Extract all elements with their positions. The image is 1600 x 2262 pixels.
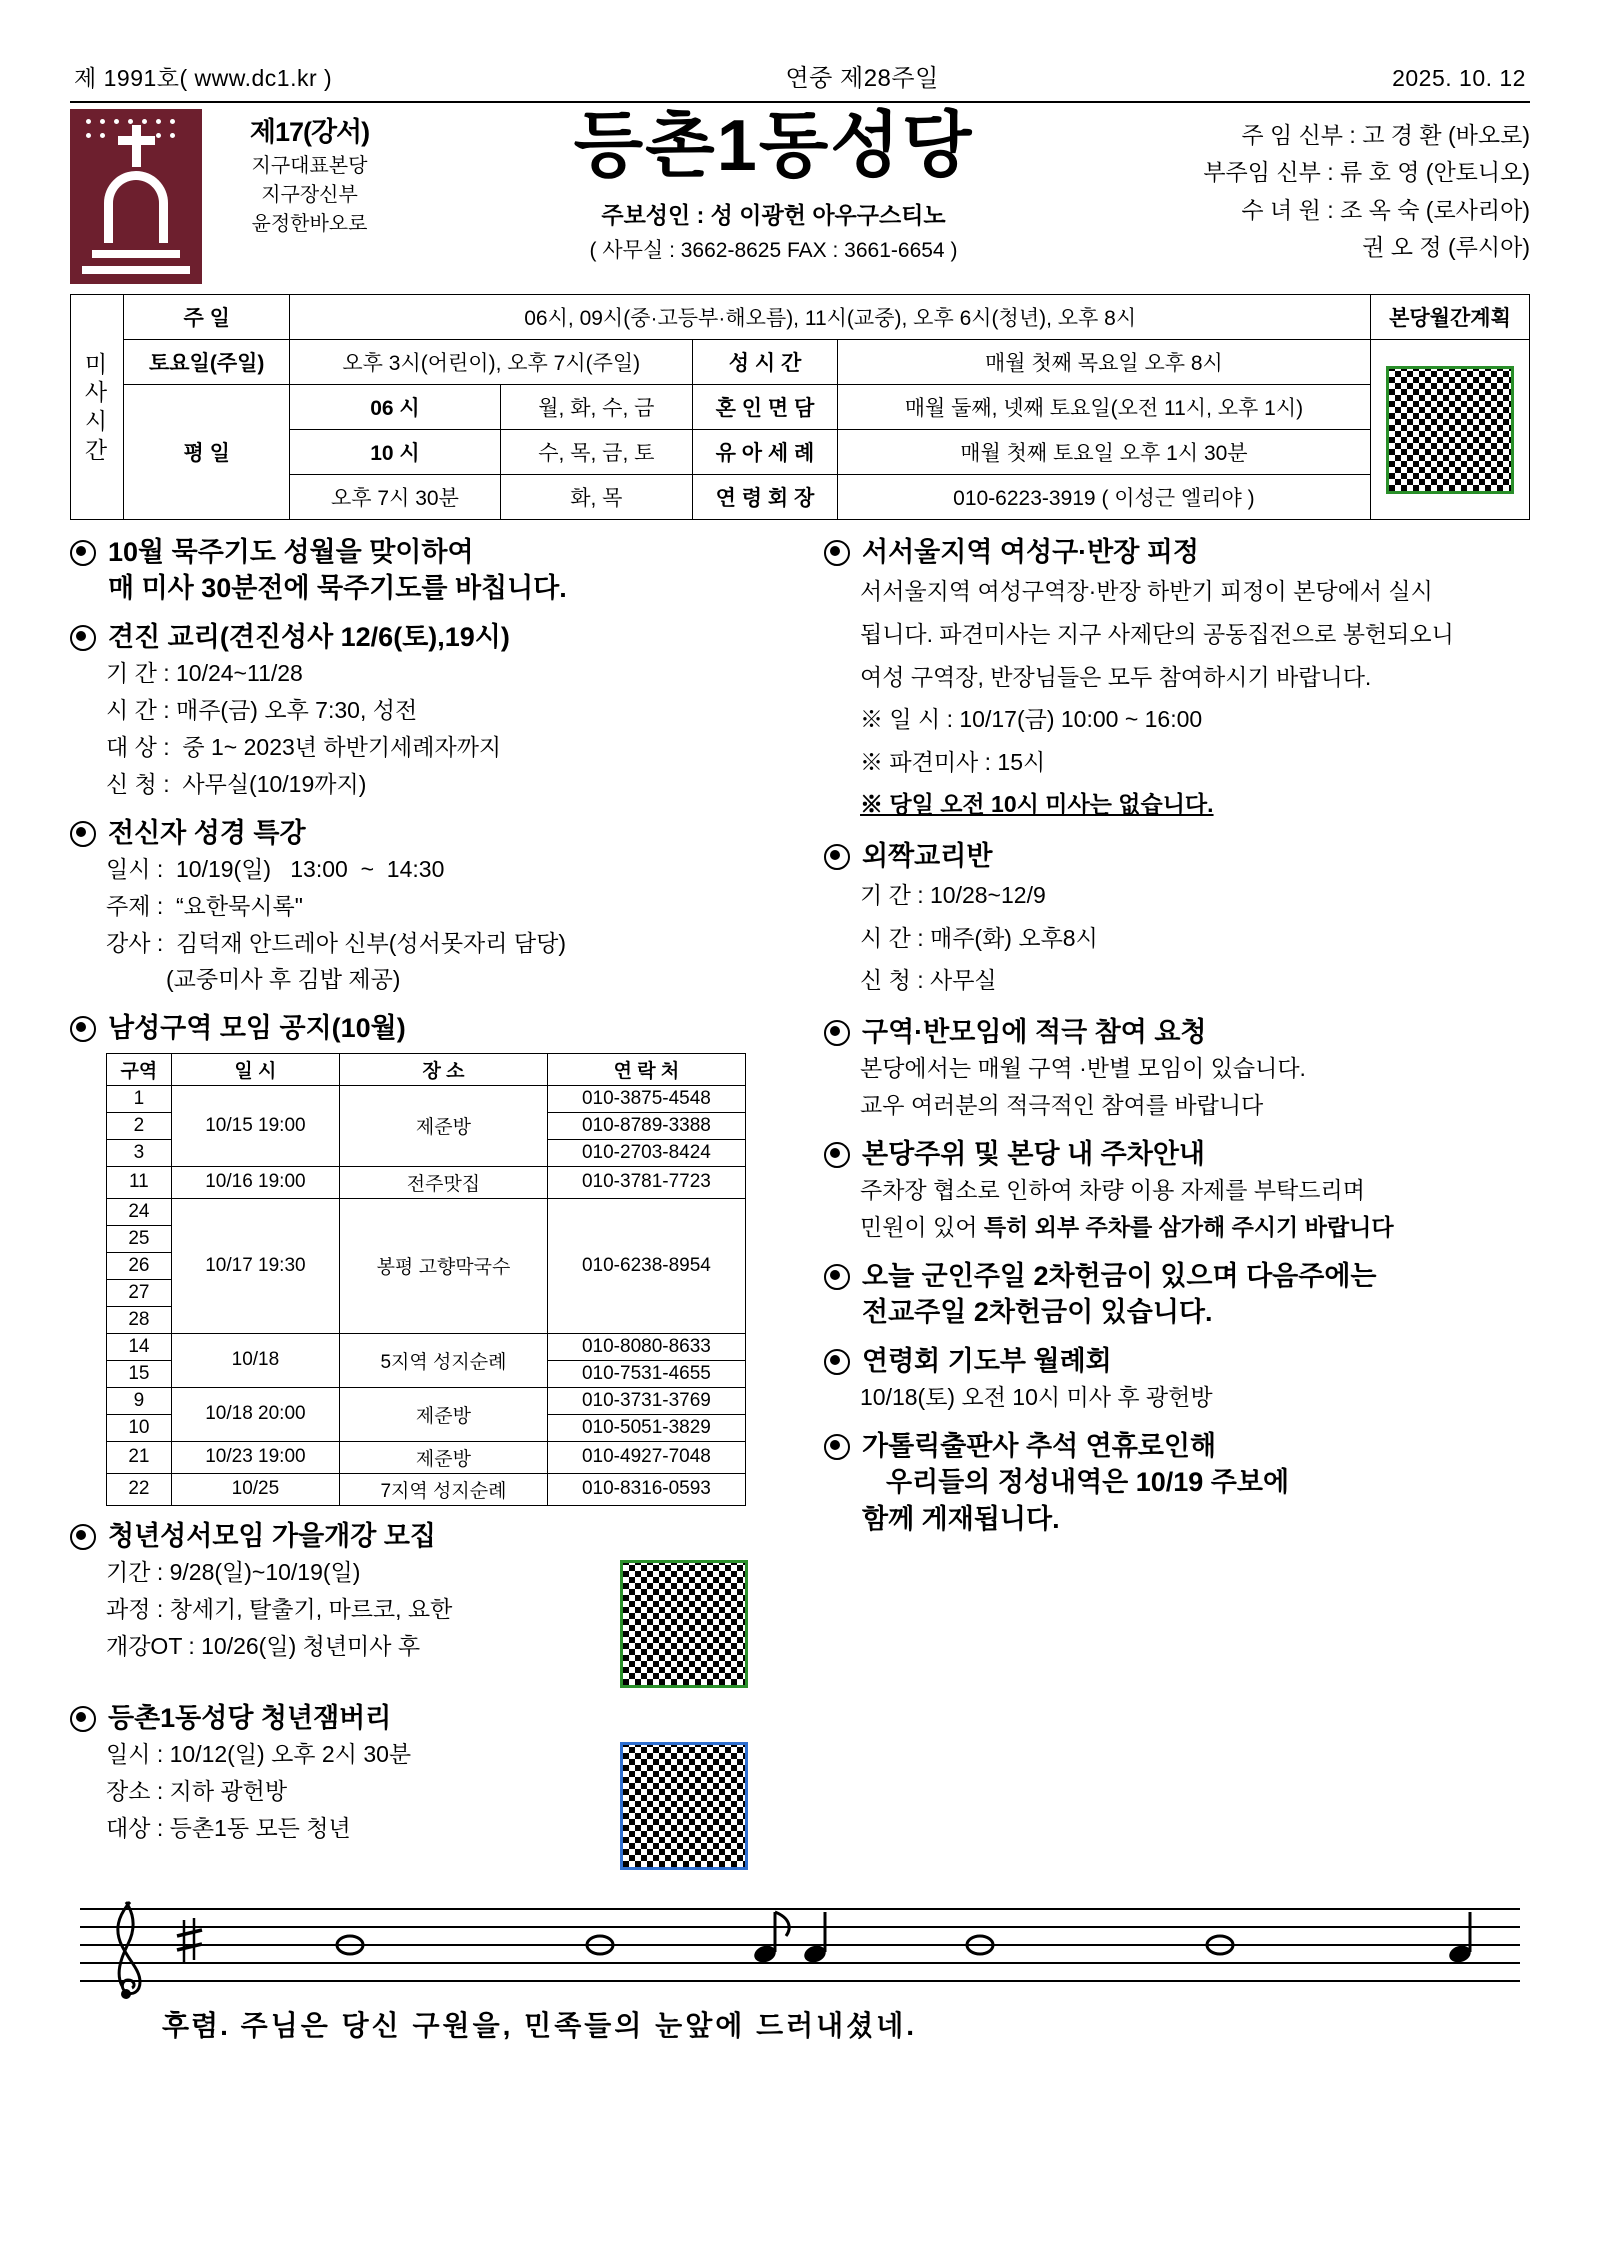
notice-note-emphasis: ※ 당일 오전 10시 미사는 없습니다.: [860, 791, 1214, 818]
notice-line: 기 간 : 10/28~12/9: [860, 882, 1046, 909]
weekday-label: 평 일: [124, 385, 290, 520]
table-row: [107, 1473, 746, 1505]
zone-number: 3: [107, 1139, 172, 1166]
notice-line: 일시 : 10/19(일) 13:00 ~ 14:30: [106, 855, 445, 882]
responsorial-music: [70, 1908, 1530, 2098]
church-title-block: [407, 106, 1140, 264]
zone-tel: 010-5051-3829: [547, 1414, 745, 1441]
notice-line: 강사 : 김덕재 안드레아 신부(성서못자리 담당): [106, 929, 566, 956]
sunday-times: 06시, 09시(중·고등부·해오름), 11시(교중), 오후 6시(청년), 오후 8시: [290, 295, 1371, 340]
notice-note: ※ 일 시 : 10/17(금) 10:00 ~ 16:00: [860, 706, 1203, 733]
zone-where: 5지역 성지순례: [340, 1333, 548, 1387]
zone-number: 10: [107, 1414, 172, 1441]
notice-line: 본당에서는 매월 구역 ·반별 모임이 있습니다.: [860, 1055, 1306, 1082]
notice-title: 10월 묵주기도 성월을 맞이하여: [108, 537, 474, 567]
zone-tel: 010-8789-3388: [547, 1112, 745, 1139]
zone-number: 9: [107, 1387, 172, 1414]
bullet-icon: [70, 1706, 96, 1732]
notice-line: 일시 : 10/12(일) 오후 2시 30분: [106, 1741, 412, 1768]
district-head-name: 윤정한바오로: [251, 213, 368, 236]
table-row: [71, 475, 1530, 520]
refrain-text: 주님은 당신 구원을, 민족들의 눈앞에 드러내셨네.: [240, 2010, 918, 2042]
zone-where: 7지역 성지순례: [340, 1473, 548, 1505]
notice-title-2: 매 미사 30분전에 묵주기도를 바칩니다.: [108, 573, 567, 604]
funeral-assoc-value: 010-6223-3919 ( 이성근 엘리야 ): [837, 475, 1370, 520]
notice-title: 남성구역 모임 공지(10월): [108, 1013, 406, 1044]
zone-meeting-table: [106, 1053, 746, 1506]
notice-line: 여성 구역장, 반장님들은 모두 참여하시기 바랍니다.: [860, 663, 1372, 690]
issue-number: 제 1991호( www.dc1.kr ): [74, 65, 333, 91]
notice-line: 과정 : 창세기, 탈출기, 마르코, 요한: [106, 1595, 453, 1622]
notice-line-mixed: [860, 1209, 1530, 1246]
notice-title: 청년성서모임 가을개강 모집: [108, 1520, 436, 1551]
holy-hour-value: 매월 첫째 목요일 오후 8시: [837, 340, 1370, 385]
zone-number: 27: [107, 1279, 172, 1306]
district-rep: 지구대표본당: [251, 155, 368, 178]
bullet-icon: [70, 625, 96, 651]
zone-where: 봉평 고향막국수: [340, 1198, 548, 1333]
bullet-icon: [70, 1016, 96, 1042]
notice-title: 가톨릭출판사 추석 연휴로인해: [862, 1430, 1217, 1461]
district-info: [212, 109, 407, 239]
zone-number: 15: [107, 1360, 172, 1387]
notice-rosary: [70, 534, 778, 607]
bullet-icon: [824, 1020, 850, 1046]
notice-title: 오늘 군인주일 2차헌금이 있으며 다음주에는: [862, 1260, 1377, 1291]
table-row: [107, 1085, 746, 1112]
zone-tel: 010-7531-4655: [547, 1360, 745, 1387]
bullet-icon: [70, 540, 96, 566]
zone-when: 10/23 19:00: [171, 1441, 339, 1473]
table-header-row: [107, 1053, 746, 1085]
weekday-time-2: 10 시: [290, 430, 500, 475]
infant-baptism-label: 유 아 세 례: [693, 430, 838, 475]
zone-where: 제준방: [340, 1441, 548, 1473]
notice-second-collection: [824, 1258, 1530, 1331]
sharp-icon: [175, 1916, 205, 1976]
col-where: 장 소: [340, 1053, 548, 1085]
notice-line: 주차장 협소로 인하여 차량 이용 자제를 부탁드리며: [860, 1177, 1365, 1204]
bullet-icon: [824, 844, 850, 870]
office-contact: ( 사무실 : 3662-8625 FAX : 3661-6654 ): [589, 238, 958, 262]
notice-line: 신 청 : 사무실(10/19까지): [106, 770, 367, 797]
clergy-sister-2: 권 오 정 (루시아): [1362, 233, 1530, 260]
sunday-label: 주 일: [124, 295, 290, 340]
notice-prayer-group-meeting: [824, 1343, 1530, 1416]
youth-bible-qr-code[interactable]: [620, 1560, 748, 1688]
zone-when: 10/25: [171, 1473, 339, 1505]
marriage-counsel-value: 매월 둘째, 넷째 토요일(오전 11시, 오후 1시): [837, 385, 1370, 430]
church-crest-icon: [70, 109, 202, 284]
weekday-days-2: 수, 목, 금, 토: [500, 430, 693, 475]
music-notes: [220, 1904, 1600, 2000]
notice-line: 시 간 : 매주(화) 오후8시: [860, 924, 1098, 951]
bullet-icon: [824, 1264, 850, 1290]
notice-title: 연령회 기도부 월례회: [862, 1345, 1112, 1376]
liturgical-season: 연중 제28주일: [785, 65, 939, 92]
district-number: 제17(강서): [249, 117, 370, 147]
notice-line: 시 간 : 매주(금) 오후 7:30, 성전: [106, 697, 418, 724]
issue-date: 2025. 10. 12: [1392, 65, 1526, 91]
bullet-icon: [824, 1434, 850, 1460]
zone-number: 2: [107, 1112, 172, 1139]
notice-columns: [70, 534, 1530, 1882]
zone-tel: 010-8080-8633: [547, 1333, 745, 1360]
notice-single-catechism: [824, 838, 1530, 1002]
notice-west-seoul-retreat: [824, 534, 1530, 826]
notice-line: 교우 여러분의 적극적인 참여를 바랍니다: [860, 1092, 1264, 1119]
notice-line-plain: 민원이 있어: [860, 1214, 984, 1241]
notice-title: 견진 교리(견진성사 12/6(토),19시): [108, 621, 510, 652]
table-row: [107, 1333, 746, 1360]
zone-tel: 010-3875-4548: [547, 1085, 745, 1112]
funeral-assoc-label: 연 령 회 장: [693, 475, 838, 520]
zone-number: 1: [107, 1085, 172, 1112]
refrain-label: 후렴.: [162, 2010, 230, 2042]
table-row: [107, 1387, 746, 1414]
infant-baptism-value: 매월 첫째 토요일 오후 1시 30분: [837, 430, 1370, 475]
mass-schedule-table: [70, 294, 1530, 520]
notice-note: ※ 파견미사 : 15시: [860, 748, 1046, 775]
jamboree-qr-code[interactable]: [620, 1742, 748, 1870]
saturday-label: 토요일(주일): [124, 340, 290, 385]
table-row: [71, 340, 1530, 385]
notice-line: 장소 : 지하 광헌방: [106, 1778, 288, 1805]
notice-line: 10/18(토) 오전 10시 미사 후 광헌방: [860, 1384, 1213, 1411]
notice-parking: [824, 1136, 1530, 1246]
left-column: [70, 534, 800, 1882]
monthly-plan-qr-code[interactable]: [1371, 340, 1530, 520]
col-when: 일 시: [171, 1053, 339, 1085]
notice-line: 주제 : “요한묵시록": [106, 892, 303, 919]
holy-hour-label: 성 시 간: [693, 340, 838, 385]
zone-tel: 010-3781-7723: [547, 1166, 745, 1198]
zone-when: 10/16 19:00: [171, 1166, 339, 1198]
bullet-icon: [824, 1142, 850, 1168]
zone-number: 26: [107, 1252, 172, 1279]
notice-title: 외짝교리반: [862, 840, 993, 871]
notice-line: (교중미사 후 김밥 제공): [166, 966, 401, 993]
notice-youth-jamboree: [70, 1700, 778, 1870]
zone-when: 10/18: [171, 1333, 339, 1387]
col-zone: 구역: [107, 1053, 172, 1085]
zone-number: 11: [107, 1166, 172, 1198]
right-column: [800, 534, 1530, 1882]
weekday-time-3: 오후 7시 30분: [290, 475, 500, 520]
bullet-icon: [824, 1349, 850, 1375]
notice-mens-zone-meeting: [70, 1010, 778, 1505]
notice-line: 기 간 : 10/24~11/28: [106, 660, 303, 687]
notice-publisher-holiday: [824, 1428, 1530, 1537]
weekday-time-1: 06 시: [290, 385, 500, 430]
zone-number: 22: [107, 1473, 172, 1505]
table-row: [71, 430, 1530, 475]
clergy-pastor: 주 임 신부 : 고 경 환 (바오로): [1241, 122, 1530, 148]
notice-line: 대 상 : 중 1~ 2023년 하반기세례자까지: [106, 733, 502, 760]
responsorial-lyrics: [70, 2004, 1530, 2044]
zone-number: 25: [107, 1225, 172, 1252]
notice-bible-lecture: [70, 815, 778, 999]
clergy-associate: 부주임 신부 : 류 호 영 (안토니오): [1203, 159, 1530, 186]
bullet-icon: [70, 1524, 96, 1550]
notice-line: 개강OT : 10/26(일) 청년미사 후: [106, 1632, 421, 1659]
zone-where: 제준방: [340, 1085, 548, 1166]
zone-number: 24: [107, 1198, 172, 1225]
notice-title: 전신자 성경 특강: [108, 817, 306, 848]
masthead: [70, 101, 1530, 284]
saturday-times: 오후 3시(어린이), 오후 7시(주일): [290, 340, 693, 385]
weekday-days-1: 월, 화, 수, 금: [500, 385, 693, 430]
notice-title-2: 전교주일 2차헌금이 있습니다.: [862, 1297, 1213, 1328]
notice-title: 구역·반모임에 적극 참여 요청: [862, 1016, 1207, 1047]
zone-where: 전주맛집: [340, 1166, 548, 1198]
notice-title: 본당주위 및 본당 내 주차안내: [862, 1138, 1205, 1169]
zone-tel: 010-4927-7048: [547, 1441, 745, 1473]
zone-tel: 010-6238-8954: [547, 1198, 745, 1333]
notice-title-3: 함께 게재됩니다.: [862, 1503, 1060, 1534]
marriage-counsel-label: 혼 인 면 담: [693, 385, 838, 430]
table-row: [107, 1198, 746, 1225]
clergy-list: [1140, 109, 1530, 266]
notice-line: 기간 : 9/28(일)~10/19(일): [106, 1559, 361, 1585]
zone-when: 10/15 19:00: [171, 1085, 339, 1166]
zone-tel: 010-8316-0593: [547, 1473, 745, 1505]
notice-line-bold: 특히 외부 주차를 삼가해 주시기 바랍니다: [983, 1214, 1394, 1241]
zone-tel: 010-3731-3769: [547, 1387, 745, 1414]
notice-youth-bible-group: [70, 1518, 778, 1688]
music-staff: [80, 1908, 1520, 1994]
patron-saint: 주보성인 : 성 이광헌 아우구스티노: [601, 201, 946, 228]
table-row: [107, 1441, 746, 1473]
table-row: [71, 385, 1530, 430]
notice-confirmation: [70, 619, 778, 803]
notice-line: 신 청 : 사무실: [860, 967, 997, 994]
header-line: [70, 58, 1530, 101]
zone-number: 21: [107, 1441, 172, 1473]
mass-time-vertical-label: 미 사 시 간: [71, 295, 124, 520]
notice-line: 대상 : 등촌1동 모든 청년: [106, 1815, 351, 1842]
zone-number: 14: [107, 1333, 172, 1360]
monthly-plan-title: 본당월간계획: [1371, 295, 1530, 340]
notice-line: 서서울지역 여성구역장·반장 하반기 피정이 본당에서 실시: [860, 578, 1433, 605]
bullet-icon: [70, 821, 96, 847]
zone-number: 28: [107, 1306, 172, 1333]
weekday-days-3: 화, 목: [500, 475, 693, 520]
notice-title-2: 우리들의 정성내역은 10/19 주보에: [886, 1467, 1290, 1498]
district-head-label: 지구장신부: [261, 184, 358, 207]
bullet-icon: [824, 540, 850, 566]
notice-title: 등촌1동성당 청년잼버리: [108, 1703, 392, 1733]
zone-when: 10/18 20:00: [171, 1387, 339, 1441]
zone-when: 10/17 19:30: [171, 1198, 339, 1333]
page-title: 등촌1동성당: [573, 106, 974, 186]
notice-zone-participation: [824, 1014, 1530, 1124]
notice-line: 됩니다. 파견미사는 지구 사제단의 공동집전으로 봉헌되오니: [860, 620, 1454, 647]
treble-clef-icon: [100, 1896, 160, 2008]
table-row: [107, 1166, 746, 1198]
table-row: [71, 295, 1530, 340]
col-tel: 연 락 처: [547, 1053, 745, 1085]
zone-where: 제준방: [340, 1387, 548, 1441]
clergy-convent: 수 녀 원 : 조 옥 숙 (로사리아): [1241, 196, 1530, 223]
notice-title: 서서울지역 여성구·반장 피정: [862, 537, 1199, 567]
zone-tel: 010-2703-8424: [547, 1139, 745, 1166]
